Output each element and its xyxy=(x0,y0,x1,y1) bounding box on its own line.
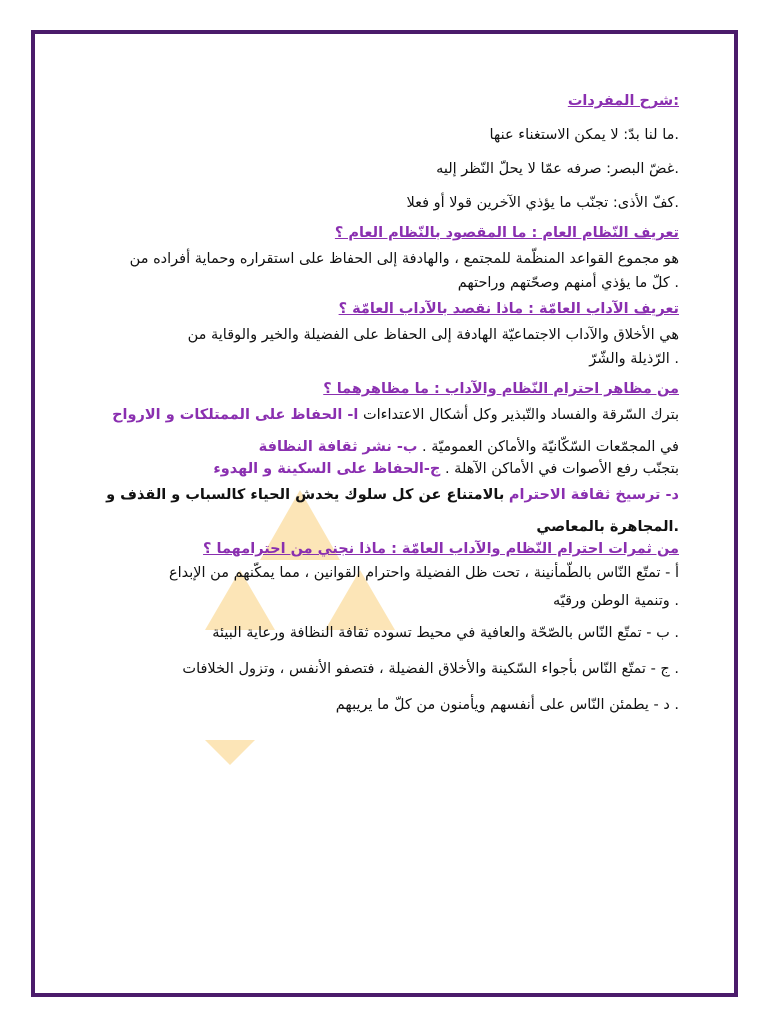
aspect-c-label: ج-الحفاظ على السكينة و الهدوء xyxy=(213,461,441,477)
aspects-title: من مظاهر احترام النّظام والآداب : ما مظاهرهما ؟ xyxy=(323,381,679,397)
aspect-b-label: ب- نشر ثقافة النظافة xyxy=(258,439,418,455)
aspect-a-label: ا- الحفاظ على الممتلكات و الارواح xyxy=(112,407,359,423)
aspect-a xyxy=(112,406,679,424)
benefit-item: . د - يطمئن النّاس على أنفسهم ويأمنون من كلّ ما يريبهم xyxy=(335,697,679,713)
public-manners-text: هي الأخلاق والآداب الاجتماعيّة الهادفة إلى الحفاظ على الفضيلة والخير والوقاية من xyxy=(187,327,679,343)
benefits-title: من ثمرات احترام النّظام والآداب العامّة : ماذا نجني من احترامهما ؟ xyxy=(203,541,679,557)
vocab-item: .ما لنا بدّ: لا يمكن الاستغناء عنها xyxy=(489,127,679,143)
aspect-d-text: بالامتناع عن كل سلوك يخدش الحياء كالسباب و القذف و xyxy=(106,487,505,503)
benefit-item: . ج - تمتّع النّاس بأجواء السّكينة والأخلاق الفضيلة ، فتصفو الأنفس ، وتزول الخلافات xyxy=(182,661,679,677)
aspect-d xyxy=(106,486,679,504)
public-manners-title: تعريف الآداب العامّة : ماذا نقصد بالآداب العامّة ؟ xyxy=(338,301,679,317)
aspect-d-label: د- ترسيخ ثقافة الاحترام xyxy=(508,487,679,503)
aspect-b-text: في المجمّعات السّكّانيّة والأماكن العموميّة . xyxy=(422,439,679,455)
aspect-d-continuation: .المجاهرة بالمعاصي xyxy=(536,519,679,535)
benefit-item: . وتنمية الوطن ورقيّه xyxy=(553,593,679,609)
aspect-a-text: بترك السّرقة والفساد والتّبذير وكل أشكال الاعتداءات xyxy=(362,407,679,423)
vocab-item: .غضّ البصر: صرفه عمّا لا يحلّ النّظر إليه xyxy=(436,161,679,177)
public-order-text: . كلّ ما يؤذي أمنهم وصحّتهم وراحتهم xyxy=(457,275,679,291)
aspect-c xyxy=(213,460,679,478)
public-order-text: هو مجموع القواعد المنظّمة للمجتمع ، والهادفة إلى الحفاظ على استقراره وحماية أفراده من xyxy=(129,251,679,267)
aspect-b xyxy=(259,438,679,456)
vocab-title: :شرح المفردات xyxy=(567,93,679,109)
public-manners-text: . الرّذيلة والشّرّ xyxy=(589,351,679,367)
vocab-item: .كفّ الأذى: تجنّب ما يؤذي الآخرين قولا أو فعلا xyxy=(406,195,679,211)
aspect-c-text: بتجنّب رفع الأصوات في الأماكن الآهلة . xyxy=(444,461,679,477)
benefit-item: أ - تمتّع النّاس بالطّمأنينة ، تحت ظل الفضيلة واحترام القوانين ، مما يمكّنهم من الإبداع xyxy=(168,565,679,581)
benefit-item: . ب - تمتّع النّاس بالصّحّة والعافية في محيط تسوده ثقافة النظافة ورعاية البيئة xyxy=(212,625,679,641)
public-order-title: تعريف النّظام العام : ما المقصود بالنّظام العام ؟ xyxy=(334,225,679,241)
